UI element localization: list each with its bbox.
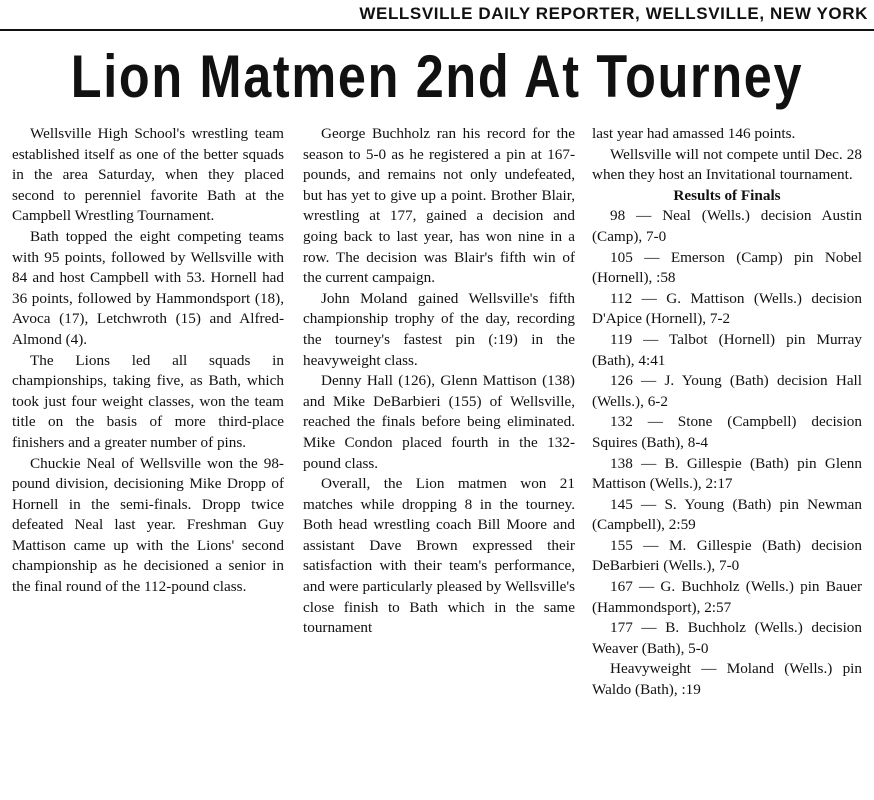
masthead-rule	[0, 29, 874, 31]
result-entry: 132 — Stone (Campbell) decision Squires (Bath), 8-4	[592, 413, 862, 451]
masthead	[0, 0, 874, 30]
result-entry: 145 — S. Young (Bath) pin Newman (Campbell), 2:59	[592, 495, 862, 534]
result-entry: 138 — B. Gillespie (Bath) pin Glenn Mattison (Wells.), 2:17	[592, 454, 862, 493]
paragraph: John Moland gained Wellsville's fifth championship trophy of the day, recording the tourney's fastest pin (:19) in the heavyweight class.	[303, 289, 575, 369]
paragraph: Wellsville will not compete until Dec. 28 when they host an Invitational tournament.	[592, 145, 862, 184]
result-entry: 126 — J. Young (Bath) decision Hall (Wells.), 6-2	[592, 372, 862, 410]
paragraph: George Buchholz ran his record for the season to 5-0 as he registered a pin at 167-pounds, and remains not only undefeated, but has yet to give up a point. Brother Blair, wrestling at 177, gained a decision and going back to last year, has won nine in a row. The decision was Blair's fifth win of the current campaign.	[303, 125, 575, 287]
result-entry: 177 — B. Buchholz (Wells.) decision Weaver (Bath), 5-0	[592, 619, 862, 657]
article-column-3	[592, 124, 862, 800]
paragraph: Bath topped the eight competing teams with 95 points, followed by Wellsville with 84 and host Campbell with 53. Hornell had 36 points, followed by Hammondsport (18), Avoca (17), Letchwroth (15) and Alfred-Almond (4).	[12, 227, 284, 348]
result-entry: 98 — Neal (Wells.) decision Austin (Camp), 7-0	[592, 207, 862, 245]
results-heading: Results of Finals	[673, 186, 781, 204]
result-entry: 155 — M. Gillespie (Bath) decision DeBarbieri (Wells.), 7-0	[592, 536, 862, 575]
paragraph: The Lions led all squads in championships, taking five, as Bath, which took just four weight classes, won the team title on the basis of more third-place finishers and a greater number of pins.	[12, 351, 284, 451]
paragraph-continuation: last year had amassed 146 points.	[592, 125, 796, 142]
result-entry: 105 — Emerson (Camp) pin Nobel (Hornell), :58	[592, 248, 862, 287]
newspaper-dateline: WELLSVILLE DAILY REPORTER, WELLSVILLE, NEW YORK	[359, 4, 868, 23]
result-entry: 112 — G. Mattison (Wells.) decision D'Apice (Hornell), 7-2	[592, 289, 862, 328]
paragraph: Chuckie Neal of Wellsville won the 98-pound division, decisioning Mike Dropp of Hornell in the semi-finals. Dropp twice defeated Neal last year. Freshman Guy Mattison came up with the Lions' second championship as he decisioned a senior in the final round of the 112-pound class.	[12, 454, 284, 596]
paragraph: Overall, the Lion matmen won 21 matches while dropping 8 in the tourney. Both head wrestling coach Bill Moore and assistant Dave Brown expressed their satisfaction with their team's performance, and were particularly pleased by Wellsville's close finish to Bath which in the same tournament	[303, 475, 575, 637]
paragraph: Wellsville High School's wrestling team established itself as one of the better squads in the area Saturday, when they placed second to perenniel favorite Bath at the Campbell Wrestling Tournament.	[12, 125, 284, 225]
headline: Lion Matmen 2nd At Tourney	[70, 43, 804, 110]
result-entry: 119 — Talbot (Hornell) pin Murray (Bath), 4:41	[592, 330, 862, 369]
result-entry: 167 — G. Buchholz (Wells.) pin Bauer (Hammondsport), 2:57	[592, 578, 862, 616]
paragraph: Denny Hall (126), Glenn Mattison (138) and Mike DeBarbieri (155) of Wellsville, reached the finals before being eliminated. Mike Condon placed fourth in the 132-pound class.	[303, 372, 575, 472]
result-entry: Heavyweight — Moland (Wells.) pin Waldo (Bath), :19	[592, 660, 862, 699]
article-column-2	[303, 124, 575, 800]
article-column-1	[12, 124, 284, 800]
